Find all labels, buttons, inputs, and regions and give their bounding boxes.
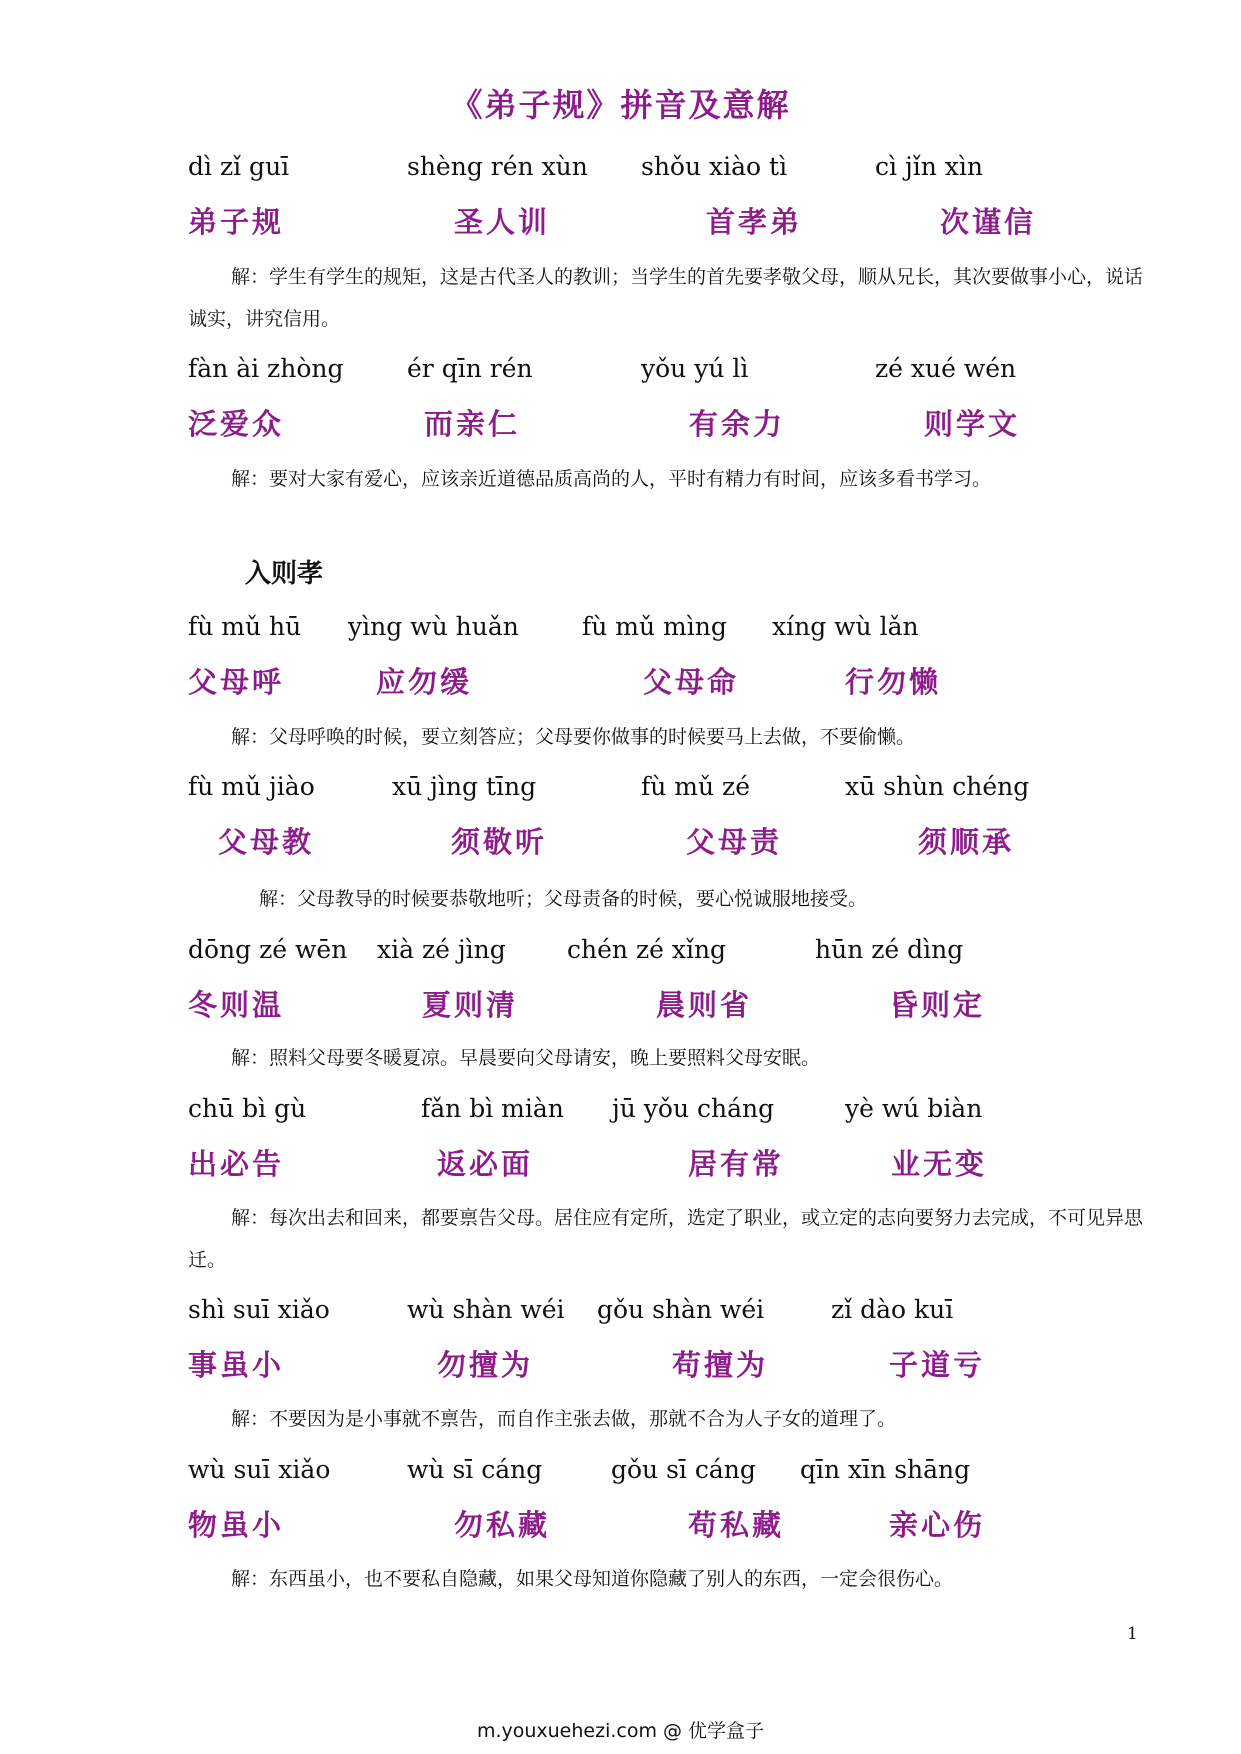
hanzi-phrase: 圣人训 xyxy=(454,205,551,239)
explanation-text: 解：每次出去和回来，都要禀告父母。居住应有定所，选定了职业，或立定的志向要努力去完成，不可见异思迁。 xyxy=(188,1207,1144,1271)
pinyin-text: jū yǒu cháng xyxy=(612,1094,775,1123)
hanzi-phrase: 泛爱众 xyxy=(188,407,285,441)
hanzi-phrase: 冬则温 xyxy=(188,988,285,1022)
hanzi-phrase: 勿私藏 xyxy=(454,1508,551,1542)
section-heading: 入则孝 xyxy=(245,559,324,589)
pinyin-text: shèng rén xùn xyxy=(407,152,588,181)
explanation-text: 解：照料父母要冬暖夏凉。早晨要向父母请安，晚上要照料父母安眠。 xyxy=(231,1047,821,1069)
pinyin-text: wù shàn wéi xyxy=(407,1295,565,1324)
pinyin-text: fù mǔ jiào xyxy=(188,772,315,801)
hanzi-phrase: 父母责 xyxy=(686,825,783,859)
explanation-text: 解：父母教导的时候要恭敬地听；父母责备的时候，要心悦诚服地接受。 xyxy=(259,888,868,910)
pinyin-text: xū jìng tīng xyxy=(392,772,537,801)
hanzi-phrase: 而亲仁 xyxy=(424,407,521,441)
pinyin-text: fù mǔ zé xyxy=(641,772,751,801)
hanzi-phrase: 应勿缓 xyxy=(376,665,473,699)
page-number: 1 xyxy=(1127,1624,1138,1644)
pinyin-text: shì suī xiǎo xyxy=(188,1295,330,1324)
pinyin-text: fù mǔ hū xyxy=(188,612,302,641)
pinyin-text: hūn zé dìng xyxy=(815,935,964,964)
hanzi-phrase: 父母教 xyxy=(218,825,315,859)
hanzi-phrase: 苟擅为 xyxy=(672,1348,769,1382)
hanzi-phrase: 勿擅为 xyxy=(437,1348,534,1382)
pinyin-text: dōng zé wēn xyxy=(188,935,348,964)
hanzi-phrase: 业无变 xyxy=(891,1147,988,1181)
pinyin-text: qīn xīn shāng xyxy=(800,1455,971,1484)
pinyin-text: wù suī xiǎo xyxy=(188,1455,331,1484)
hanzi-phrase: 返必面 xyxy=(437,1147,534,1181)
footer-watermark: m.youxuehezi.com @ 优学盒子 xyxy=(476,1720,765,1742)
explanation-text: 解：不要因为是小事就不禀告，而自作主张去做，那就不合为人子女的道理了。 xyxy=(231,1408,897,1430)
hanzi-phrase: 行勿懒 xyxy=(845,665,942,699)
hanzi-phrase: 夏则清 xyxy=(422,988,519,1022)
pinyin-text: fù mǔ mìng xyxy=(582,612,727,641)
pinyin-text: yè wú biàn xyxy=(845,1094,983,1123)
pinyin-text: yǒu yú lì xyxy=(641,354,749,383)
hanzi-phrase: 须顺承 xyxy=(918,825,1015,859)
hanzi-phrase: 居有常 xyxy=(688,1147,785,1181)
pinyin-text: yìng wù huǎn xyxy=(348,612,519,641)
hanzi-phrase: 事虽小 xyxy=(188,1348,285,1382)
hanzi-phrase: 亲心伤 xyxy=(889,1508,986,1542)
hanzi-phrase: 子道亏 xyxy=(889,1348,986,1382)
pinyin-text: shǒu xiào tì xyxy=(641,152,788,181)
hanzi-phrase: 物虽小 xyxy=(188,1508,285,1542)
explanation-text: 解：要对大家有爱心，应该亲近道德品质高尚的人，平时有精力有时间，应该多看书学习。 xyxy=(231,468,992,490)
pinyin-text: wù sī cáng xyxy=(407,1455,543,1484)
hanzi-phrase: 父母呼 xyxy=(188,665,285,699)
page-title: 《弟子规》拼音及意解 xyxy=(450,86,791,124)
explanation-text: 解：父母呼唤的时候，要立刻答应；父母要你做事的时候要马上去做，不要偷懒。 xyxy=(231,726,916,748)
pinyin-text: chén zé xǐng xyxy=(567,935,727,964)
hanzi-phrase: 次谨信 xyxy=(940,205,1037,239)
hanzi-phrase: 有余力 xyxy=(689,407,786,441)
pinyin-text: xià zé jìng xyxy=(377,935,506,964)
hanzi-phrase: 须敬听 xyxy=(451,825,548,859)
pinyin-text: fàn ài zhòng xyxy=(188,354,344,383)
hanzi-phrase: 首孝弟 xyxy=(706,205,803,239)
pinyin-text: chū bì gù xyxy=(188,1094,307,1123)
hanzi-phrase: 父母命 xyxy=(643,665,740,699)
pinyin-text: fǎn bì miàn xyxy=(421,1094,564,1123)
explanation-text: 解：东西虽小，也不要私自隐藏，如果父母知道你隐藏了别人的东西，一定会很伤心。 xyxy=(231,1568,954,1590)
pinyin-text: zǐ dào kuī xyxy=(831,1295,954,1324)
hanzi-phrase: 出必告 xyxy=(188,1147,285,1181)
pinyin-text: cì jǐn xìn xyxy=(875,152,983,181)
hanzi-phrase: 晨则省 xyxy=(656,988,753,1022)
pinyin-text: xíng wù lǎn xyxy=(772,612,919,641)
pinyin-text: zé xué wén xyxy=(875,354,1017,383)
pinyin-text: xū shùn chéng xyxy=(845,772,1030,801)
hanzi-phrase: 则学文 xyxy=(924,407,1021,441)
explanation-text: 解：学生有学生的规矩，这是古代圣人的教训；当学生的首先要孝敬父母，顺从兄长，其次要做事小心，说话诚实，讲究信用。 xyxy=(188,266,1144,330)
pinyin-text: gǒu shàn wéi xyxy=(597,1295,765,1324)
pinyin-text: dì zǐ guī xyxy=(188,152,290,181)
hanzi-phrase: 弟子规 xyxy=(188,205,285,239)
hanzi-phrase: 苟私藏 xyxy=(688,1508,785,1542)
pinyin-text: gǒu sī cáng xyxy=(611,1455,756,1484)
pinyin-text: ér qīn rén xyxy=(407,354,533,383)
hanzi-phrase: 昏则定 xyxy=(889,988,986,1022)
